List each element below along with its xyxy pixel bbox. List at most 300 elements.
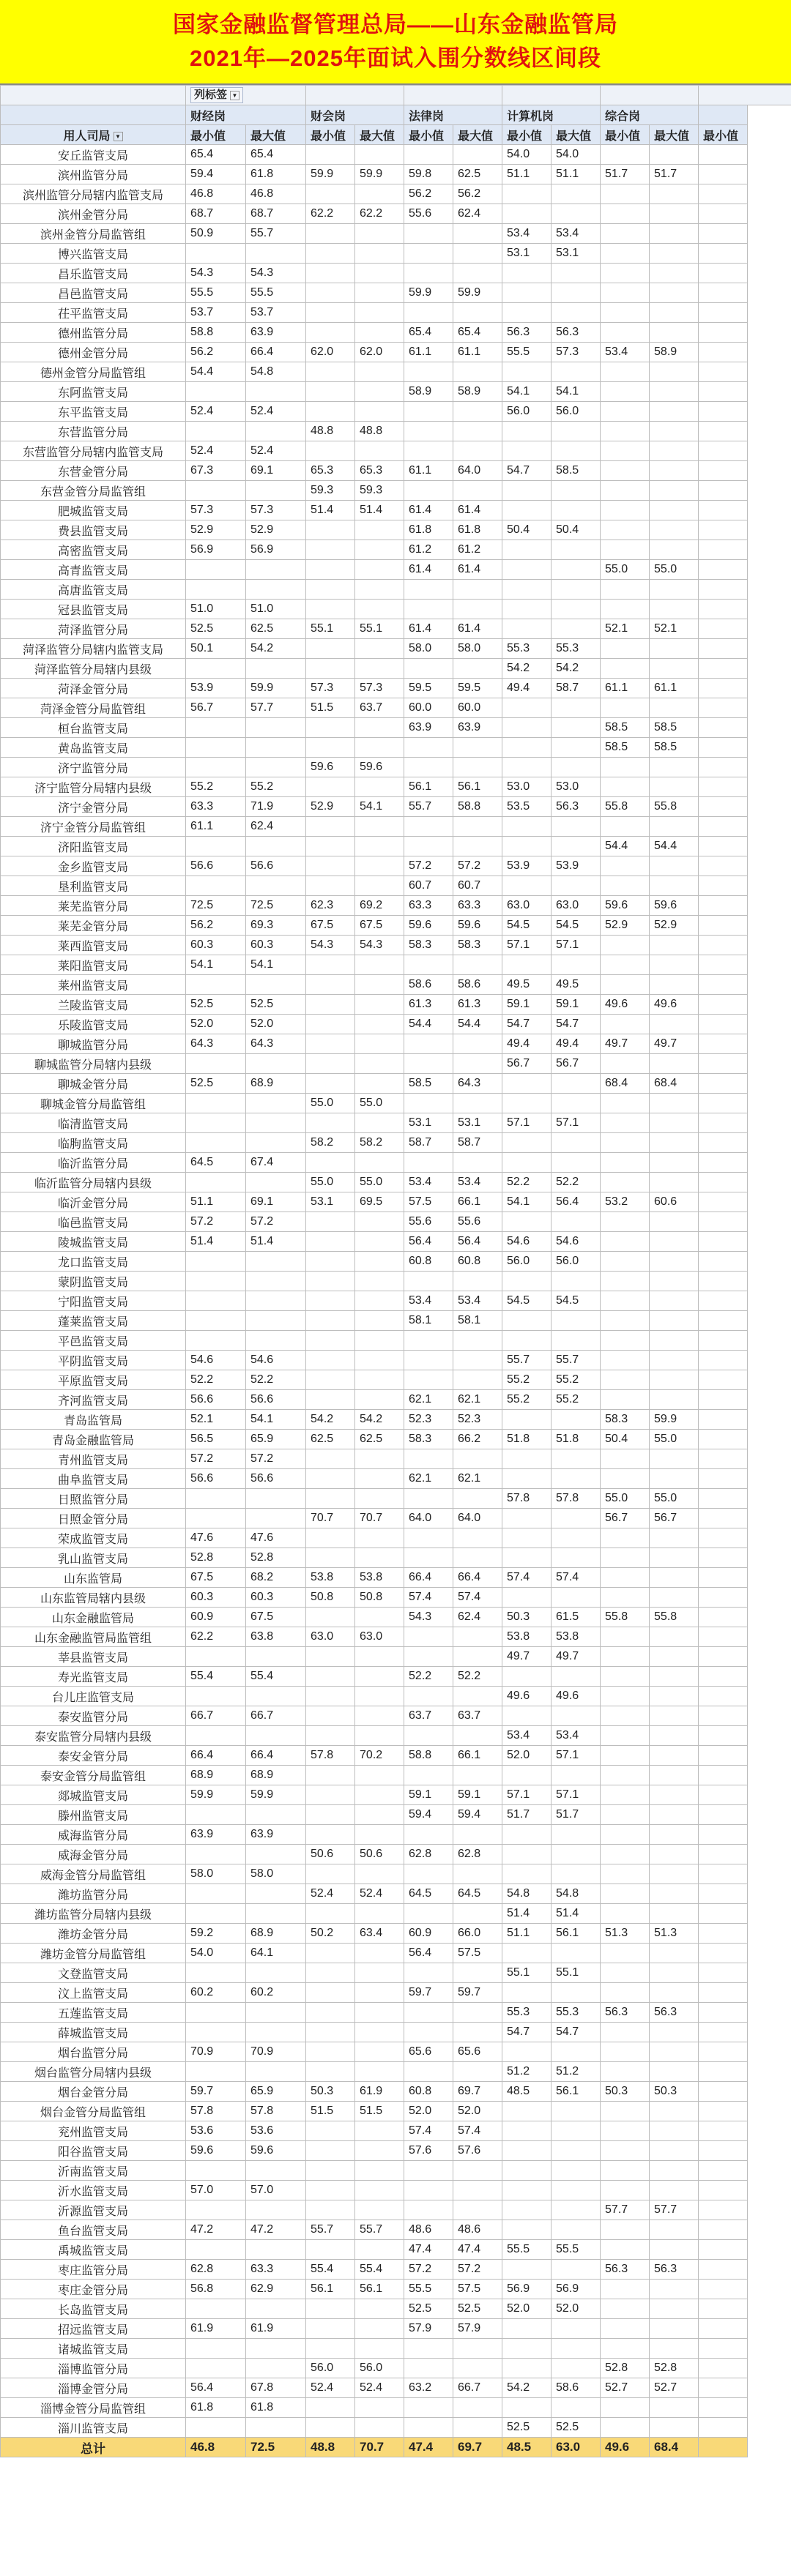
score-cell[interactable] <box>186 837 246 856</box>
score-cell[interactable]: 51.5 <box>306 2102 355 2121</box>
score-cell[interactable] <box>306 1074 355 1094</box>
org-name-cell[interactable]: 肥城监管支局 <box>1 501 186 520</box>
score-cell[interactable] <box>699 896 748 916</box>
score-cell[interactable]: 58.3 <box>404 1430 453 1449</box>
score-cell[interactable] <box>404 1687 453 1706</box>
score-cell[interactable]: 61.8 <box>404 520 453 540</box>
score-cell[interactable] <box>650 481 699 501</box>
score-cell[interactable] <box>552 1864 601 1884</box>
score-cell[interactable] <box>355 975 404 995</box>
score-cell[interactable]: 59.3 <box>306 481 355 501</box>
score-cell[interactable]: 63.4 <box>355 1924 404 1944</box>
score-cell[interactable]: 52.2 <box>453 1667 502 1687</box>
score-cell[interactable]: 56.9 <box>502 2280 552 2299</box>
score-cell[interactable] <box>306 1904 355 1924</box>
score-cell[interactable] <box>453 758 502 777</box>
score-cell[interactable] <box>186 1509 246 1528</box>
score-cell[interactable] <box>502 1469 552 1489</box>
score-cell[interactable]: 68.9 <box>246 1924 306 1944</box>
score-cell[interactable]: 54.6 <box>246 1351 306 1370</box>
score-cell[interactable]: 49.7 <box>502 1647 552 1667</box>
score-cell[interactable]: 56.1 <box>552 2082 601 2102</box>
score-cell[interactable]: 66.1 <box>453 1192 502 1212</box>
score-cell[interactable] <box>246 1311 306 1331</box>
score-cell[interactable]: 55.0 <box>601 560 650 580</box>
score-cell[interactable]: 50.3 <box>306 2082 355 2102</box>
score-cell[interactable]: 64.5 <box>404 1884 453 1904</box>
score-cell[interactable] <box>650 1252 699 1272</box>
score-cell[interactable] <box>552 1588 601 1608</box>
score-cell[interactable]: 54.3 <box>186 264 246 283</box>
score-cell[interactable] <box>246 1054 306 1074</box>
score-cell[interactable] <box>650 777 699 797</box>
org-name-cell[interactable]: 临清监管支局 <box>1 1113 186 1133</box>
org-name-cell[interactable]: 昌邑监管支局 <box>1 283 186 303</box>
score-cell[interactable]: 56.3 <box>552 797 601 817</box>
score-cell[interactable] <box>650 2062 699 2082</box>
score-cell[interactable] <box>650 1746 699 1766</box>
score-cell[interactable] <box>306 1153 355 1173</box>
org-name-cell[interactable]: 潍坊金管分局监管组 <box>1 1944 186 1963</box>
score-cell[interactable] <box>306 283 355 303</box>
score-cell[interactable] <box>246 718 306 738</box>
score-cell[interactable] <box>306 1548 355 1568</box>
score-cell[interactable]: 52.9 <box>650 916 699 936</box>
score-cell[interactable] <box>601 382 650 402</box>
score-cell[interactable] <box>186 1311 246 1331</box>
score-cell[interactable] <box>246 481 306 501</box>
score-cell[interactable]: 51.0 <box>246 600 306 619</box>
org-name-cell[interactable]: 龙口监管支局 <box>1 1252 186 1272</box>
org-name-cell[interactable]: 平阴监管支局 <box>1 1351 186 1370</box>
score-cell[interactable] <box>699 481 748 501</box>
score-cell[interactable] <box>552 2181 601 2200</box>
score-cell[interactable] <box>601 2121 650 2141</box>
score-cell[interactable] <box>650 817 699 837</box>
score-cell[interactable]: 55.4 <box>186 1667 246 1687</box>
score-cell[interactable]: 57.6 <box>404 2141 453 2161</box>
score-cell[interactable]: 62.2 <box>306 204 355 224</box>
score-cell[interactable]: 52.0 <box>502 2299 552 2319</box>
score-cell[interactable] <box>186 2062 246 2082</box>
score-cell[interactable]: 68.9 <box>246 1766 306 1785</box>
score-cell[interactable] <box>699 1489 748 1509</box>
score-cell[interactable] <box>355 600 404 619</box>
score-cell[interactable] <box>650 659 699 679</box>
score-cell[interactable]: 59.9 <box>246 1785 306 1805</box>
score-cell[interactable]: 57.2 <box>186 1212 246 1232</box>
score-cell[interactable]: 56.3 <box>601 2260 650 2280</box>
score-cell[interactable]: 62.4 <box>453 204 502 224</box>
score-cell[interactable] <box>306 1370 355 1390</box>
score-cell[interactable] <box>552 1133 601 1153</box>
score-cell[interactable] <box>186 718 246 738</box>
score-cell[interactable] <box>502 2141 552 2161</box>
score-cell[interactable] <box>699 698 748 718</box>
score-cell[interactable] <box>601 1726 650 1746</box>
score-cell[interactable] <box>502 1766 552 1785</box>
score-cell[interactable] <box>306 600 355 619</box>
score-cell[interactable]: 58.2 <box>306 1133 355 1153</box>
score-cell[interactable]: 67.4 <box>246 1153 306 1173</box>
score-cell[interactable] <box>355 2003 404 2023</box>
score-cell[interactable]: 56.6 <box>186 1469 246 1489</box>
org-name-cell[interactable]: 烟台金管分局监管组 <box>1 2102 186 2121</box>
score-cell[interactable]: 55.5 <box>552 2240 601 2260</box>
score-cell[interactable]: 56.4 <box>552 1192 601 1212</box>
score-cell[interactable] <box>453 600 502 619</box>
score-cell[interactable] <box>246 2161 306 2181</box>
score-cell[interactable]: 52.5 <box>186 1074 246 1094</box>
score-cell[interactable]: 51.4 <box>552 1904 601 1924</box>
score-cell[interactable] <box>453 1272 502 1291</box>
score-cell[interactable] <box>502 1311 552 1331</box>
score-cell[interactable]: 49.6 <box>502 1687 552 1706</box>
score-cell[interactable]: 52.2 <box>404 1667 453 1687</box>
score-cell[interactable] <box>404 1034 453 1054</box>
score-cell[interactable] <box>502 2339 552 2359</box>
score-cell[interactable]: 47.4 <box>404 2438 453 2457</box>
score-cell[interactable] <box>502 204 552 224</box>
score-cell[interactable] <box>699 1449 748 1469</box>
score-cell[interactable]: 49.6 <box>552 1687 601 1706</box>
score-cell[interactable] <box>650 2121 699 2141</box>
score-cell[interactable] <box>306 2042 355 2062</box>
score-cell[interactable]: 69.2 <box>355 896 404 916</box>
score-cell[interactable] <box>453 817 502 837</box>
score-cell[interactable]: 53.2 <box>601 1192 650 1212</box>
score-cell[interactable] <box>246 422 306 441</box>
score-cell[interactable]: 54.1 <box>355 797 404 817</box>
score-cell[interactable] <box>404 1528 453 1548</box>
score-cell[interactable] <box>601 244 650 264</box>
score-cell[interactable] <box>404 1351 453 1370</box>
score-cell[interactable] <box>186 1272 246 1291</box>
score-cell[interactable] <box>552 303 601 323</box>
score-cell[interactable] <box>186 422 246 441</box>
score-cell[interactable] <box>601 1864 650 1884</box>
org-name-cell[interactable]: 潍坊监管分局 <box>1 1884 186 1904</box>
score-cell[interactable] <box>502 2042 552 2062</box>
score-cell[interactable]: 65.9 <box>246 2082 306 2102</box>
score-cell[interactable]: 54.3 <box>306 936 355 955</box>
org-name-cell[interactable]: 薛城监管支局 <box>1 2023 186 2042</box>
score-cell[interactable] <box>650 758 699 777</box>
score-cell[interactable] <box>699 1232 748 1252</box>
score-cell[interactable]: 59.9 <box>186 1785 246 1805</box>
score-cell[interactable] <box>453 1449 502 1469</box>
org-name-cell[interactable]: 潍坊金管分局 <box>1 1924 186 1944</box>
score-cell[interactable]: 56.1 <box>355 2280 404 2299</box>
score-cell[interactable] <box>404 1272 453 1291</box>
score-cell[interactable] <box>306 2339 355 2359</box>
score-cell[interactable] <box>552 184 601 204</box>
score-cell[interactable] <box>650 1726 699 1746</box>
score-cell[interactable]: 50.8 <box>355 1588 404 1608</box>
score-cell[interactable] <box>306 2181 355 2200</box>
score-cell[interactable] <box>699 1034 748 1054</box>
score-cell[interactable]: 56.3 <box>502 323 552 343</box>
score-cell[interactable] <box>355 2062 404 2082</box>
score-cell[interactable]: 57.0 <box>186 2181 246 2200</box>
score-cell[interactable] <box>186 1489 246 1509</box>
score-cell[interactable] <box>186 1252 246 1272</box>
score-cell[interactable]: 52.9 <box>246 520 306 540</box>
score-cell[interactable]: 65.6 <box>453 2042 502 2062</box>
score-cell[interactable] <box>699 362 748 382</box>
score-cell[interactable] <box>453 441 502 461</box>
score-cell[interactable] <box>601 2339 650 2359</box>
score-cell[interactable] <box>355 837 404 856</box>
score-cell[interactable] <box>650 2398 699 2418</box>
score-cell[interactable]: 53.4 <box>552 1726 601 1746</box>
org-name-cell[interactable]: 临邑监管支局 <box>1 1212 186 1232</box>
score-cell[interactable] <box>650 2299 699 2319</box>
score-cell[interactable] <box>650 1054 699 1074</box>
score-cell[interactable]: 59.7 <box>404 1983 453 2003</box>
score-cell[interactable] <box>699 1173 748 1192</box>
score-cell[interactable] <box>404 2339 453 2359</box>
org-name-cell[interactable]: 诸城监管支局 <box>1 2339 186 2359</box>
score-cell[interactable] <box>601 1212 650 1232</box>
org-name-cell[interactable]: 聊城监管分局 <box>1 1034 186 1054</box>
score-cell[interactable]: 61.1 <box>601 679 650 698</box>
score-cell[interactable] <box>601 2102 650 2121</box>
score-cell[interactable] <box>404 1054 453 1074</box>
score-cell[interactable] <box>552 2042 601 2062</box>
score-cell[interactable] <box>552 1509 601 1528</box>
score-cell[interactable] <box>186 1133 246 1153</box>
score-cell[interactable] <box>453 1351 502 1370</box>
score-cell[interactable] <box>186 1094 246 1113</box>
score-cell[interactable]: 58.8 <box>186 323 246 343</box>
score-cell[interactable] <box>650 402 699 422</box>
score-cell[interactable]: 48.8 <box>306 2438 355 2457</box>
score-cell[interactable] <box>601 639 650 659</box>
score-cell[interactable] <box>699 2141 748 2161</box>
score-cell[interactable]: 56.6 <box>186 1390 246 1410</box>
score-cell[interactable]: 55.0 <box>306 1094 355 1113</box>
score-cell[interactable] <box>601 1015 650 1034</box>
score-cell[interactable] <box>601 817 650 837</box>
score-cell[interactable] <box>306 1805 355 1825</box>
score-cell[interactable] <box>502 758 552 777</box>
score-cell[interactable] <box>355 1034 404 1054</box>
org-name-cell[interactable]: 菏泽监管分局辖内县级 <box>1 659 186 679</box>
score-cell[interactable]: 56.8 <box>186 2280 246 2299</box>
score-cell[interactable] <box>699 2161 748 2181</box>
score-cell[interactable]: 56.7 <box>552 1054 601 1074</box>
score-cell[interactable]: 60.3 <box>246 936 306 955</box>
score-cell[interactable] <box>699 837 748 856</box>
score-cell[interactable] <box>552 1548 601 1568</box>
score-cell[interactable] <box>650 540 699 560</box>
score-cell[interactable] <box>453 264 502 283</box>
score-cell[interactable]: 55.3 <box>552 2003 601 2023</box>
org-name-cell[interactable]: 聊城监管分局辖内县级 <box>1 1054 186 1074</box>
score-cell[interactable] <box>355 2200 404 2220</box>
score-cell[interactable]: 55.0 <box>306 1173 355 1192</box>
score-cell[interactable] <box>453 1963 502 1983</box>
score-cell[interactable]: 51.0 <box>186 600 246 619</box>
score-cell[interactable] <box>404 244 453 264</box>
org-name-cell[interactable]: 莱州监管支局 <box>1 975 186 995</box>
score-cell[interactable] <box>404 2181 453 2200</box>
org-name-cell[interactable]: 莱芜金管分局 <box>1 916 186 936</box>
score-cell[interactable] <box>355 1864 404 1884</box>
score-cell[interactable]: 47.4 <box>453 2240 502 2260</box>
score-cell[interactable] <box>453 2359 502 2378</box>
score-cell[interactable] <box>502 362 552 382</box>
score-cell[interactable]: 66.7 <box>453 2378 502 2398</box>
score-cell[interactable] <box>355 1528 404 1548</box>
score-cell[interactable]: 53.4 <box>552 224 601 244</box>
score-cell[interactable] <box>186 1904 246 1924</box>
score-cell[interactable] <box>404 1963 453 1983</box>
score-cell[interactable] <box>306 995 355 1015</box>
score-cell[interactable]: 61.2 <box>453 540 502 560</box>
score-cell[interactable] <box>246 560 306 580</box>
score-cell[interactable]: 51.5 <box>306 698 355 718</box>
score-cell[interactable]: 53.9 <box>552 856 601 876</box>
score-cell[interactable] <box>306 1034 355 1054</box>
score-cell[interactable]: 58.9 <box>453 382 502 402</box>
score-cell[interactable]: 57.5 <box>404 1192 453 1212</box>
score-cell[interactable]: 68.2 <box>246 1568 306 1588</box>
score-cell[interactable] <box>650 283 699 303</box>
score-cell[interactable]: 47.4 <box>404 2240 453 2260</box>
score-cell[interactable]: 46.8 <box>246 184 306 204</box>
score-cell[interactable]: 53.4 <box>601 343 650 362</box>
score-cell[interactable] <box>699 2260 748 2280</box>
score-cell[interactable] <box>502 1845 552 1864</box>
score-cell[interactable] <box>650 422 699 441</box>
row-label-filter[interactable]: 用人司局 ▼ <box>1 125 186 145</box>
score-cell[interactable] <box>186 659 246 679</box>
score-cell[interactable] <box>502 2260 552 2280</box>
org-name-cell[interactable]: 淄博监管分局 <box>1 2359 186 2378</box>
score-cell[interactable]: 48.6 <box>404 2220 453 2240</box>
org-name-cell[interactable]: 烟台监管分局辖内县级 <box>1 2062 186 2082</box>
score-cell[interactable] <box>699 145 748 165</box>
score-cell[interactable] <box>186 975 246 995</box>
score-cell[interactable]: 55.5 <box>502 343 552 362</box>
score-cell[interactable] <box>186 560 246 580</box>
score-cell[interactable] <box>699 1825 748 1845</box>
score-cell[interactable] <box>650 1449 699 1469</box>
score-cell[interactable]: 53.4 <box>453 1173 502 1192</box>
score-cell[interactable]: 61.9 <box>246 2319 306 2339</box>
score-cell[interactable]: 49.4 <box>552 1034 601 1054</box>
score-cell[interactable] <box>601 283 650 303</box>
score-cell[interactable] <box>246 1133 306 1153</box>
score-cell[interactable]: 58.3 <box>601 1410 650 1430</box>
score-cell[interactable] <box>246 2240 306 2260</box>
score-cell[interactable]: 52.2 <box>552 1173 601 1192</box>
score-cell[interactable] <box>552 362 601 382</box>
score-cell[interactable] <box>502 1410 552 1430</box>
score-cell[interactable]: 50.4 <box>502 520 552 540</box>
score-cell[interactable] <box>355 2398 404 2418</box>
score-cell[interactable] <box>306 1311 355 1331</box>
org-name-cell[interactable]: 滨州监管分局 <box>1 165 186 184</box>
score-cell[interactable] <box>306 1825 355 1845</box>
score-cell[interactable]: 56.0 <box>306 2359 355 2378</box>
score-cell[interactable] <box>699 1192 748 1212</box>
score-cell[interactable] <box>502 1074 552 1094</box>
score-cell[interactable] <box>453 580 502 600</box>
org-name-cell[interactable]: 菏泽监管分局 <box>1 619 186 639</box>
score-cell[interactable] <box>355 1370 404 1390</box>
score-cell[interactable]: 63.0 <box>552 896 601 916</box>
score-cell[interactable]: 58.5 <box>404 1074 453 1094</box>
score-cell[interactable] <box>355 718 404 738</box>
org-name-cell[interactable]: 青岛金融监管局 <box>1 1430 186 1449</box>
score-cell[interactable] <box>699 975 748 995</box>
score-cell[interactable] <box>502 1548 552 1568</box>
score-cell[interactable] <box>699 2003 748 2023</box>
score-cell[interactable] <box>601 1133 650 1153</box>
score-cell[interactable] <box>650 362 699 382</box>
score-cell[interactable] <box>306 1113 355 1133</box>
org-name-cell[interactable]: 临沂金管分局 <box>1 1192 186 1212</box>
score-cell[interactable] <box>699 501 748 520</box>
score-cell[interactable] <box>246 1252 306 1272</box>
score-cell[interactable] <box>404 1766 453 1785</box>
score-cell[interactable] <box>552 2220 601 2240</box>
score-cell[interactable] <box>186 2359 246 2378</box>
score-cell[interactable]: 54.1 <box>186 955 246 975</box>
score-cell[interactable] <box>502 1706 552 1726</box>
score-cell[interactable] <box>601 1054 650 1074</box>
score-cell[interactable]: 51.4 <box>246 1232 306 1252</box>
score-cell[interactable] <box>552 600 601 619</box>
score-cell[interactable]: 70.2 <box>355 1746 404 1766</box>
org-name-cell[interactable]: 乐陵监管支局 <box>1 1015 186 1034</box>
score-cell[interactable]: 57.7 <box>650 2200 699 2220</box>
score-cell[interactable]: 51.1 <box>186 1192 246 1212</box>
score-cell[interactable]: 59.9 <box>650 1410 699 1430</box>
score-cell[interactable]: 50.4 <box>601 1430 650 1449</box>
score-cell[interactable]: 64.0 <box>404 1509 453 1528</box>
score-cell[interactable] <box>650 244 699 264</box>
score-cell[interactable]: 62.0 <box>355 343 404 362</box>
score-cell[interactable] <box>650 1528 699 1548</box>
score-cell[interactable]: 55.7 <box>246 224 306 244</box>
score-cell[interactable]: 60.8 <box>404 2082 453 2102</box>
score-cell[interactable] <box>453 2003 502 2023</box>
score-cell[interactable]: 61.8 <box>186 2398 246 2418</box>
score-cell[interactable] <box>404 1864 453 1884</box>
score-cell[interactable] <box>552 283 601 303</box>
score-cell[interactable]: 58.1 <box>404 1311 453 1331</box>
score-cell[interactable] <box>186 1963 246 1983</box>
score-cell[interactable] <box>306 856 355 876</box>
score-cell[interactable] <box>601 1825 650 1845</box>
score-cell[interactable] <box>552 1845 601 1864</box>
score-cell[interactable]: 57.8 <box>502 1489 552 1509</box>
score-cell[interactable]: 54.3 <box>246 264 306 283</box>
score-cell[interactable]: 54.0 <box>502 145 552 165</box>
score-cell[interactable]: 59.7 <box>186 2082 246 2102</box>
org-name-cell[interactable]: 沂南监管支局 <box>1 2161 186 2181</box>
score-cell[interactable]: 64.3 <box>453 1074 502 1094</box>
score-cell[interactable] <box>699 343 748 362</box>
score-cell[interactable]: 55.1 <box>552 1963 601 1983</box>
org-name-cell[interactable]: 曲阜监管支局 <box>1 1469 186 1489</box>
score-cell[interactable]: 62.2 <box>186 1627 246 1647</box>
score-cell[interactable]: 61.8 <box>246 165 306 184</box>
